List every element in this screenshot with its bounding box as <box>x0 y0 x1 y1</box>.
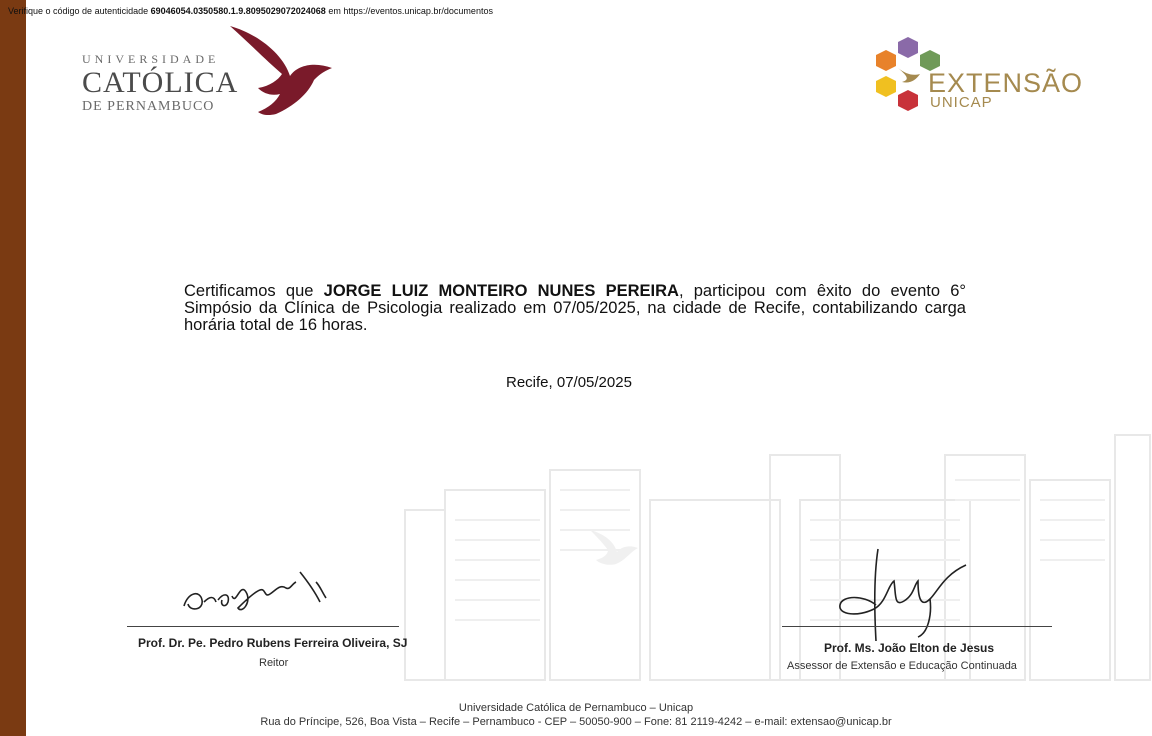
left-signer-name: Prof. Dr. Pe. Pedro Rubens Ferreira Oliveira, SJ <box>138 636 408 650</box>
city-date: Recife, 07/05/2025 <box>506 374 632 391</box>
left-border-stripe <box>0 0 26 736</box>
dove-icon <box>228 24 338 120</box>
extensao-title: EXTENSÃO <box>928 68 1084 98</box>
footer-institution: Universidade Católica de Pernambuco – Unicap <box>458 702 694 714</box>
footer-address: Rua do Príncipe, 526, Boa Vista – Recife – Pernambuco - CEP – 50050-900 – Fone: 81 2119-4242 – e-mail: extensao@unicap.br <box>260 716 892 728</box>
auth-url[interactable]: https://eventos.unicap.br/documentos <box>343 6 493 16</box>
right-signer-role: Assessor de Extensão e Educação Continuada <box>787 660 1017 672</box>
authenticity-line <box>8 6 493 16</box>
unicap-logo <box>82 24 332 120</box>
logo-line-pernambuco: DE PERNAMBUCO <box>82 99 215 114</box>
left-signer-role: Reitor <box>259 657 289 669</box>
cert-intro: Certificamos que <box>184 282 314 300</box>
right-signature-icon <box>834 545 974 645</box>
logo-line-catolica: CATÓLICA <box>82 66 239 99</box>
participant-name: JORGE LUIZ MONTEIRO NUNES PEREIRA <box>323 282 679 300</box>
certificate-text <box>184 283 966 334</box>
logo-line-universidade: UNIVERSIDADE <box>82 52 220 66</box>
left-signature-line <box>127 626 399 627</box>
left-signature-icon <box>180 562 340 622</box>
right-signature-line <box>782 626 1052 627</box>
auth-prefix: Verifique o código de autenticidade <box>8 6 149 16</box>
buildings-watermark <box>400 430 1152 690</box>
extensao-subtitle: UNICAP <box>930 94 993 111</box>
right-signer-name: Prof. Ms. João Elton de Jesus <box>824 641 995 655</box>
auth-code: 69046054.0350580.1.9.8095029072024068 <box>150 6 326 16</box>
extensao-logo <box>868 34 1108 114</box>
cert-body: , participou com êxito do evento 6° Simpósio da Clínica de Psicologia realizado em 07/05/2025, na cidade de Recife, contabilizando carga horária total de 16 horas. <box>184 282 967 334</box>
auth-middle: em <box>328 6 341 16</box>
